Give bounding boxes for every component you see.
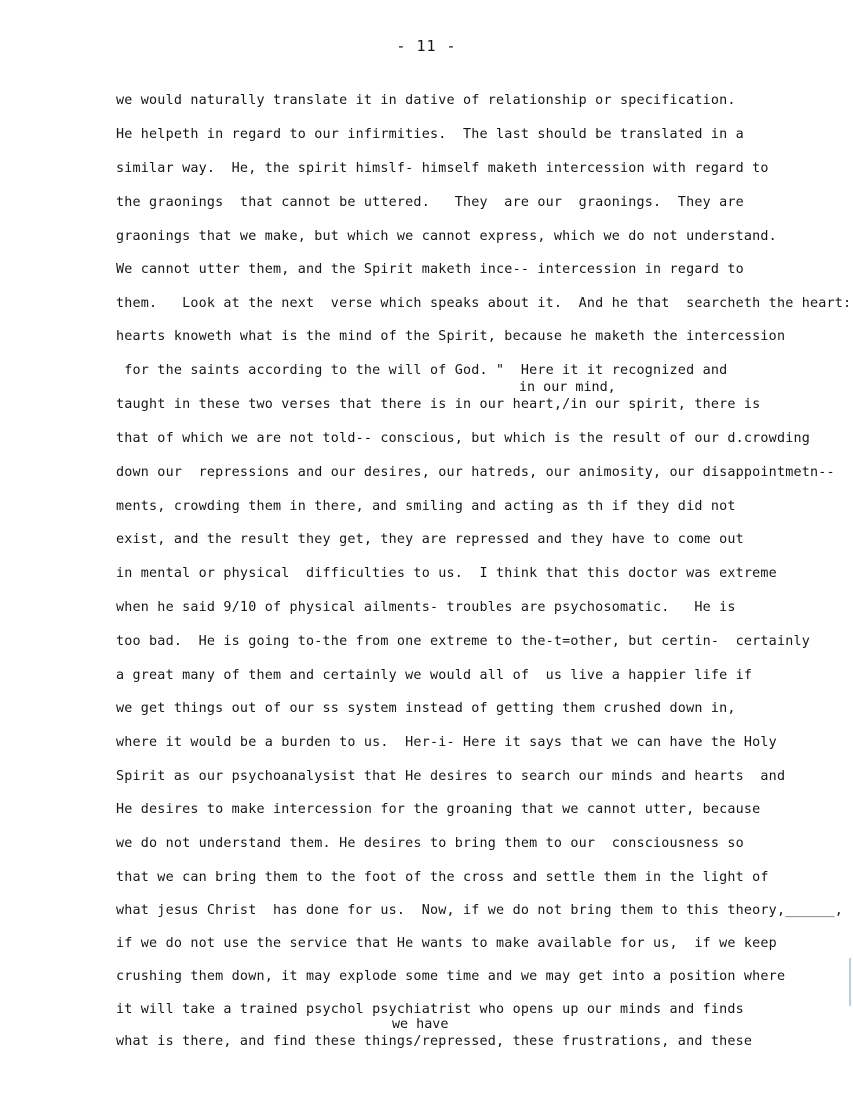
scan-edge-mark [849,958,851,1006]
text-line: we do not understand them. He desires to bring them to our consciousness so [116,836,744,851]
text-line: graonings that we make, but which we cannot express, which we do not understand. [116,229,777,244]
text-line: a great many of them and certainly we would all of us live a happier life if [116,668,753,683]
interlinear-insertion: we have [392,1017,449,1032]
text-line: that we can bring them to the foot of the cross and settle them in the light of [116,870,769,885]
text-line: for the saints according to the will of God. " Here it it recognized and [116,363,728,378]
text-line: crushing them down, it may explode some time and we may get into a position where [116,969,786,984]
text-line: the graonings that cannot be uttered. They are our graonings. They are [116,195,744,210]
text-line: exist, and the result they get, they are repressed and they have to come out [116,532,744,547]
text-line: that of which we are not told-- conscious, but which is the result of our d.crowding [116,431,810,446]
interlinear-insertion: in our mind, [519,380,616,395]
text-line: when he said 9/10 of physical ailments- troubles are psychosomatic. He is [116,600,736,615]
text-line: down our repressions and our desires, our hatreds, our animosity, our disappointmetn-- [116,465,835,480]
text-line: similar way. He, the spirit himslf- himself maketh intercession with regard to [116,161,769,176]
text-line: them. Look at the next verse which speaks about it. And he that searcheth the heart: [116,296,852,311]
text-line: He desires to make intercession for the groaning that we cannot utter, because [116,802,761,817]
text-line: what jesus Christ has done for us. Now, if we do not bring them to this theory,______, [116,903,844,918]
text-line: where it would be a burden to us. Her-i- Here it says that we can have the Holy [116,735,777,750]
text-line: taught in these two verses that there is in our heart,/in our spirit, there is [116,397,761,412]
text-line: it will take a trained psychol psychiatrist who opens up our minds and finds [116,1002,744,1017]
text-line: Spirit as our psychoanalysist that He desires to search our minds and hearts and [116,769,786,784]
text-line: we get things out of our ss system instead of getting them crushed down in, [116,701,736,716]
text-line: ments, crowding them in there, and smiling and acting as th if they did not [116,499,736,514]
text-line: in mental or physical difficulties to us. I think that this doctor was extreme [116,566,777,581]
text-line: what is there, and find these things/repressed, these frustrations, and these [116,1034,753,1049]
text-line: hearts knoweth what is the mind of the Spirit, because he maketh the intercession [116,329,786,344]
text-line: too bad. He is going to-the from one extreme to the-t=other, but certin- certainly [116,634,810,649]
text-line: He helpeth in regard to our infirmities. The last should be translated in a [116,127,744,142]
text-line: we would naturally translate it in dative of relationship or specification. [116,93,736,108]
text-line: if we do not use the service that He wants to make available for us, if we keep [116,936,777,951]
text-line: We cannot utter them, and the Spirit maketh ince-- intercession in regard to [116,262,744,277]
page-number: - 11 - [396,37,457,55]
